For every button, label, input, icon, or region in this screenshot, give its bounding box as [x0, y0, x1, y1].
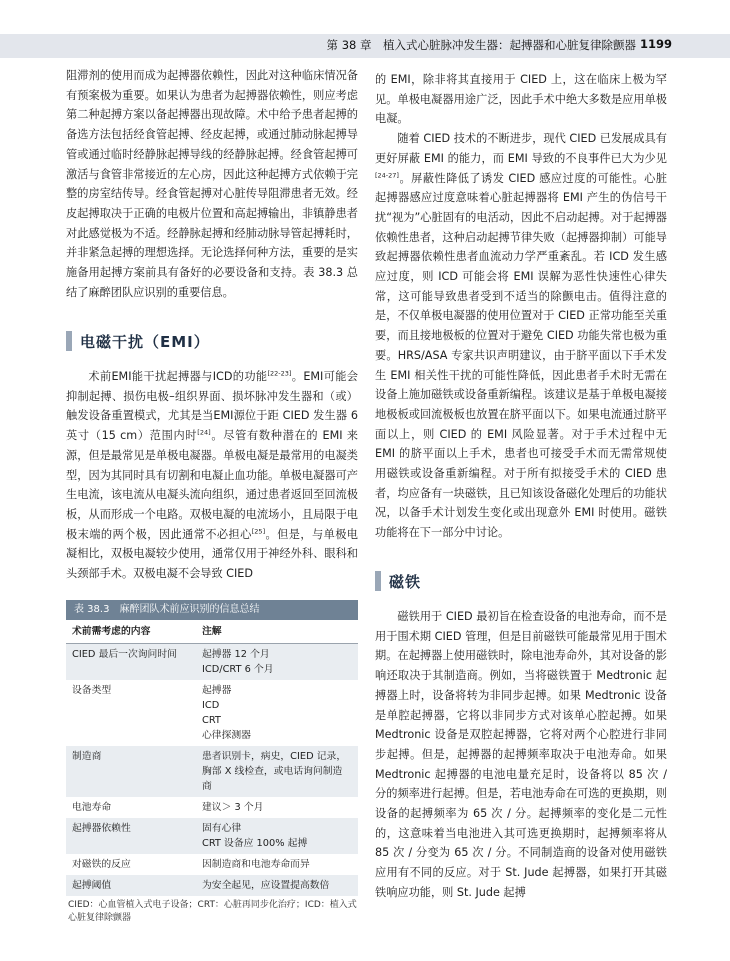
heading-text: 电磁干扰（EMI）: [80, 332, 210, 351]
chapter-title: 第 38 章 植入式心脏脉冲发生器：起搏器和心脏复律除颤器: [326, 38, 636, 52]
info-table: [66, 620, 358, 896]
heading-marker: [66, 331, 72, 351]
table-header: 注解: [196, 620, 358, 644]
table-footnote: CIED：心血管植入式电子设备；CRT：心脏再同步化治疗；ICD：植入式心脏复律除颤器: [68, 900, 357, 923]
table-row: 制造商 患者识别卡，病史，CIED 记录，胸部 X 线检查，或电话询问制造商: [66, 746, 358, 797]
table-row: 起搏器依赖性 固有心律 CRT 设备应 100% 起搏: [66, 818, 358, 854]
heading-text: 磁铁: [389, 572, 422, 591]
paragraph: 术前EMI能干扰起搏器与ICD的功能[22-23]。EMI可能会抑制起搏、损伤电极–组织界面、损坏脉冲发生器和（或）触发设备重置模式，尤其是当EMI源位于距 CIED 发生器 6 英寸（15 cm）范围内时[24]。尽管有数种潜在的 EMI 来源，但是最常见是单极电凝器。单极电凝是最常用的电凝类型，因为其同时具有切割和电凝止血功能。单极电凝器可产生电流，该电流从电凝头流向组织，通过患者返回至回流极板，从而形成一个电路。双极电凝的电流场小，且局限于电极末端的两个极，因此通常不必担心[25]。但是，与单极电凝相比，双极电凝较少使用，通常仅用于神经外科、眼科和头颈部手术。双极电凝不会导致 CIED: [66, 369, 358, 581]
right-column: [375, 70, 667, 543]
table-row: 设备类型 起搏器 ICD CRT 心律探测器: [72, 685, 251, 741]
page-header: [0, 0, 730, 58]
table-38-3: [66, 600, 358, 925]
paragraph: 阻滞剂的使用而成为起搏器依赖性，因此对这种临床情况备有预案极为重要。如果认为患者为起搏器依赖性，则应考虑第二种起搏方案以备起搏器出现故障。术中给予患者起搏的备选方法包括经食管起搏、经皮起搏，或通过肺动脉起搏导管或通过临时经静脉起搏导线的经静脉起搏。经食管起搏可激活与食管非常接近的左心房，因此这种起搏方式依赖于完整的房室结传导。经食管起搏对心脏传导阻滞患者无效。经皮起搏取决于正确的电极片位置和高起搏输出，非镇静患者对此感觉极为不适。经静脉起搏和经肺动脉导管起搏耗时，并非紧急起搏的理想选择。无论选择何种方法，重要的是实施备用起搏方案前具有备好的必要设备和支持。表 38.3 总结了麻醉团队应识别的重要信息。: [66, 69, 358, 299]
heading-marker: [375, 571, 381, 591]
section-heading-emi: [66, 330, 210, 352]
left-column-emi-text: [66, 367, 358, 584]
table-row: 电池寿命 建议＞ 3 个月: [72, 802, 264, 813]
table-caption: 表 38.3 麻醉团队术前应识别的信息总结: [66, 600, 358, 620]
table-row: CIED 最后一次询问时间 起搏器 12 个月 ICD/CRT 6 个月: [66, 644, 358, 681]
paragraph: 磁铁用于 CIED 最初旨在检查设备的电池寿命，而不是用于围术期 CIED 管理，但是目前磁铁可能最常见用于围术期。在起搏器上使用磁铁时，除电池寿命外，其对设备的影响还取决于其制造商。例如，当将磁铁置于 Medtronic 起搏器上时，设备将转为非同步起搏。如果 Medtronic 设备是单腔起搏器，它将以非同步方式对该单心腔起搏。如果 Medtronic 设备是双腔起搏器，它将对两个心腔进行非同步起搏。但是，起搏器的起搏频率取决于电池寿命。如果 Medtronic 起搏器的电池电量充足时，设备将以 85 次 / 分的频率进行起搏。但是，若电池寿命在可选的更换期，则设备的起搏频率为 65 次 / 分。起搏频率的变化是二元性的，这意味着当电池进入其可选更换期时，起搏频率将从 85 次 / 分变为 65 次 / 分。不同制造商的设备对使用磁铁应用有不同的反应。对于 St. Jude 起搏器，如果打开其磁铁响应功能，则 St. Jude 起搏: [375, 610, 667, 899]
paragraph: 的 EMI，除非将其直接用于 CIED 上，这在临床上极为罕见。单极电凝器用途广泛，因此手术中绝大多数是应用单极电凝。: [375, 73, 667, 126]
page-number: 1199: [639, 37, 672, 51]
table-header: 术前需考虑的内容: [66, 620, 196, 644]
paragraph: 随着 CIED 技术的不断进步，现代 CIED 已发展成具有更好屏蔽 EMI 的能力，而 EMI 导致的不良事件已大为少见[24-27]。屏蔽性降低了诱发 CIED 感应过度的可能性。心脏起搏器感应过度意味着心脏起搏器将 EMI 产生的伪信号干扰“视为”心脏固有的电活动，因此不启动起搏。对于起搏器依赖性患者，这种启动起搏节律失败（起搏器抑制）可能导致起搏器依赖性患者血流动力学严重紊乱。若 ICD 发生感应过度，则 ICD 可能会将 EMI 误解为恶性快速性心律失常，这可能导致患者受到不适当的除颤电击。值得注意的是，不仅单极电凝器的使用位置对于 CIED 正常功能至关重要，而且接地极板的位置对于避免 CIED 功能失常也极为重要。HRS/ASA 专家共识声明建议，由于脐平面以下手术发生 EMI 相关性干扰的可能性降低，因此患者手术时无需在设备上施加磁铁或设备重新编程。该建议是基于单极电凝接地极板或回流极板也放置在脐平面以下。如果电流通过脐平面以上，则 CIED 的 EMI 风险显著。对于手术过程中无 EMI 的脐平面以上手术，患者也可接受手术而无需常规使用磁铁或设备重新编程。对于所有拟接受手术的 CIED 患者，均应备有一块磁铁，且已知该设备磁化处理后的功能状况，以备手术计划发生变化或出现意外 EMI 时使用。磁铁功能将在下一部分中讨论。: [375, 132, 667, 540]
table-row: 起搏阈值 为安全起见，应设置提高数倍: [66, 875, 358, 896]
table-row: 对磁铁的反应 因制造商和电池寿命而异: [72, 859, 310, 870]
section-heading-magnet: [375, 570, 421, 592]
left-column: [66, 66, 358, 302]
right-column-magnet-text: [375, 607, 667, 903]
